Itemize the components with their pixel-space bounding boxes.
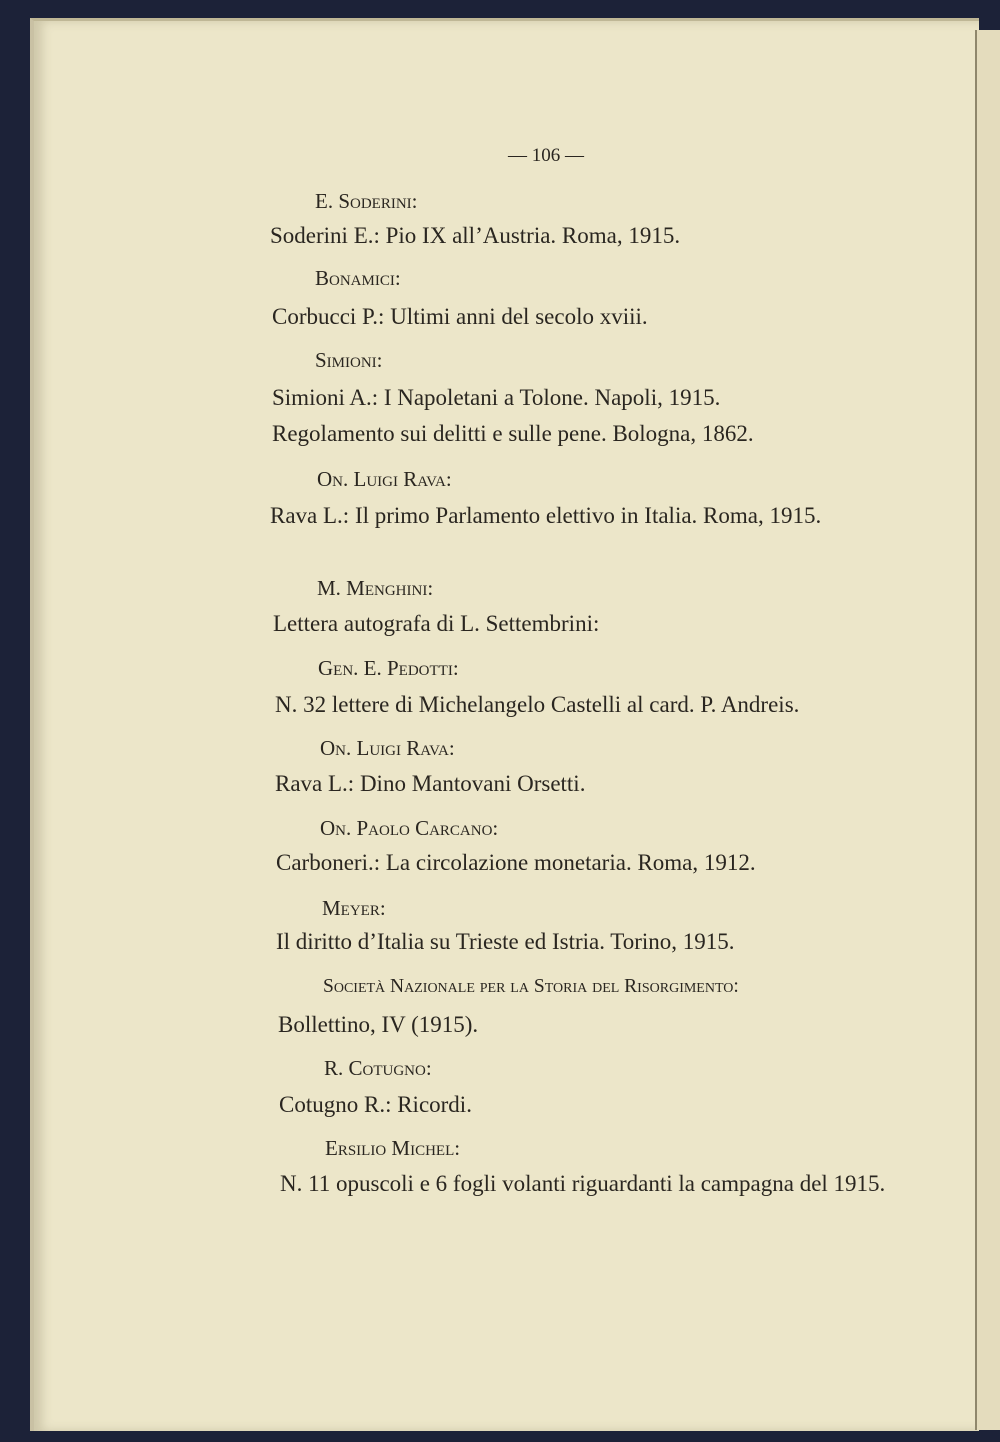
entry-text: Regolamento sui delitti e sulle pene. Bologna, 1862. — [272, 421, 754, 446]
entry-heading: E. Soderini: — [315, 189, 418, 213]
entry-heading: Bonamici: — [315, 266, 401, 290]
entry-text: Simioni A.: I Napoletani a Tolone. Napoli, 1915. — [272, 385, 721, 410]
entry-heading: Meyer: — [322, 896, 386, 920]
entry-heading: On. Luigi Rava: — [320, 736, 455, 760]
entry-text: Lettera autografa di L. Settembrini: — [273, 611, 600, 636]
entry-text: Rava L.: Dino Mantovani Orsetti. — [275, 771, 586, 796]
page-number: — 106 — — [508, 145, 584, 166]
next-page-edge — [975, 30, 1000, 1430]
entry-heading: Simioni: — [315, 348, 383, 372]
entry-heading: Ersilio Michel: — [325, 1136, 461, 1160]
entry-text: Il diritto d’Italia su Trieste ed Istria. Torino, 1915. — [276, 929, 735, 954]
entry-heading: Gen. E. Pedotti: — [318, 656, 459, 680]
entry-text: N. 32 lettere di Michelangelo Castelli al card. P. Andreis. — [275, 692, 800, 717]
entry-text: Carboneri.: La circolazione monetaria. Roma, 1912. — [276, 850, 756, 875]
entry-text: N. 11 opuscoli e 6 fogli volanti riguardanti la campagna del 1915. — [280, 1171, 886, 1196]
entry-heading: On. Paolo Carcano: — [320, 816, 499, 840]
entry-text: Corbucci P.: Ultimi anni del secolo xviii. — [272, 304, 648, 329]
entry-heading: R. Cotugno: — [324, 1056, 432, 1080]
entry-text: Rava L.: Il primo Parlamento elettivo in Italia. Roma, 1915. — [270, 503, 822, 528]
entry-heading: On. Luigi Rava: — [317, 467, 452, 491]
entry-heading: M. Menghini: — [317, 576, 434, 600]
entry-text: Bollettino, IV (1915). — [278, 1012, 479, 1037]
entry-heading: Società Nazionale per la Storia del Risorgimento: — [323, 976, 739, 997]
entry-text: Soderini E.: Pio IX all’Austria. Roma, 1915. — [270, 223, 681, 248]
entry-text: Cotugno R.: Ricordi. — [279, 1092, 472, 1117]
